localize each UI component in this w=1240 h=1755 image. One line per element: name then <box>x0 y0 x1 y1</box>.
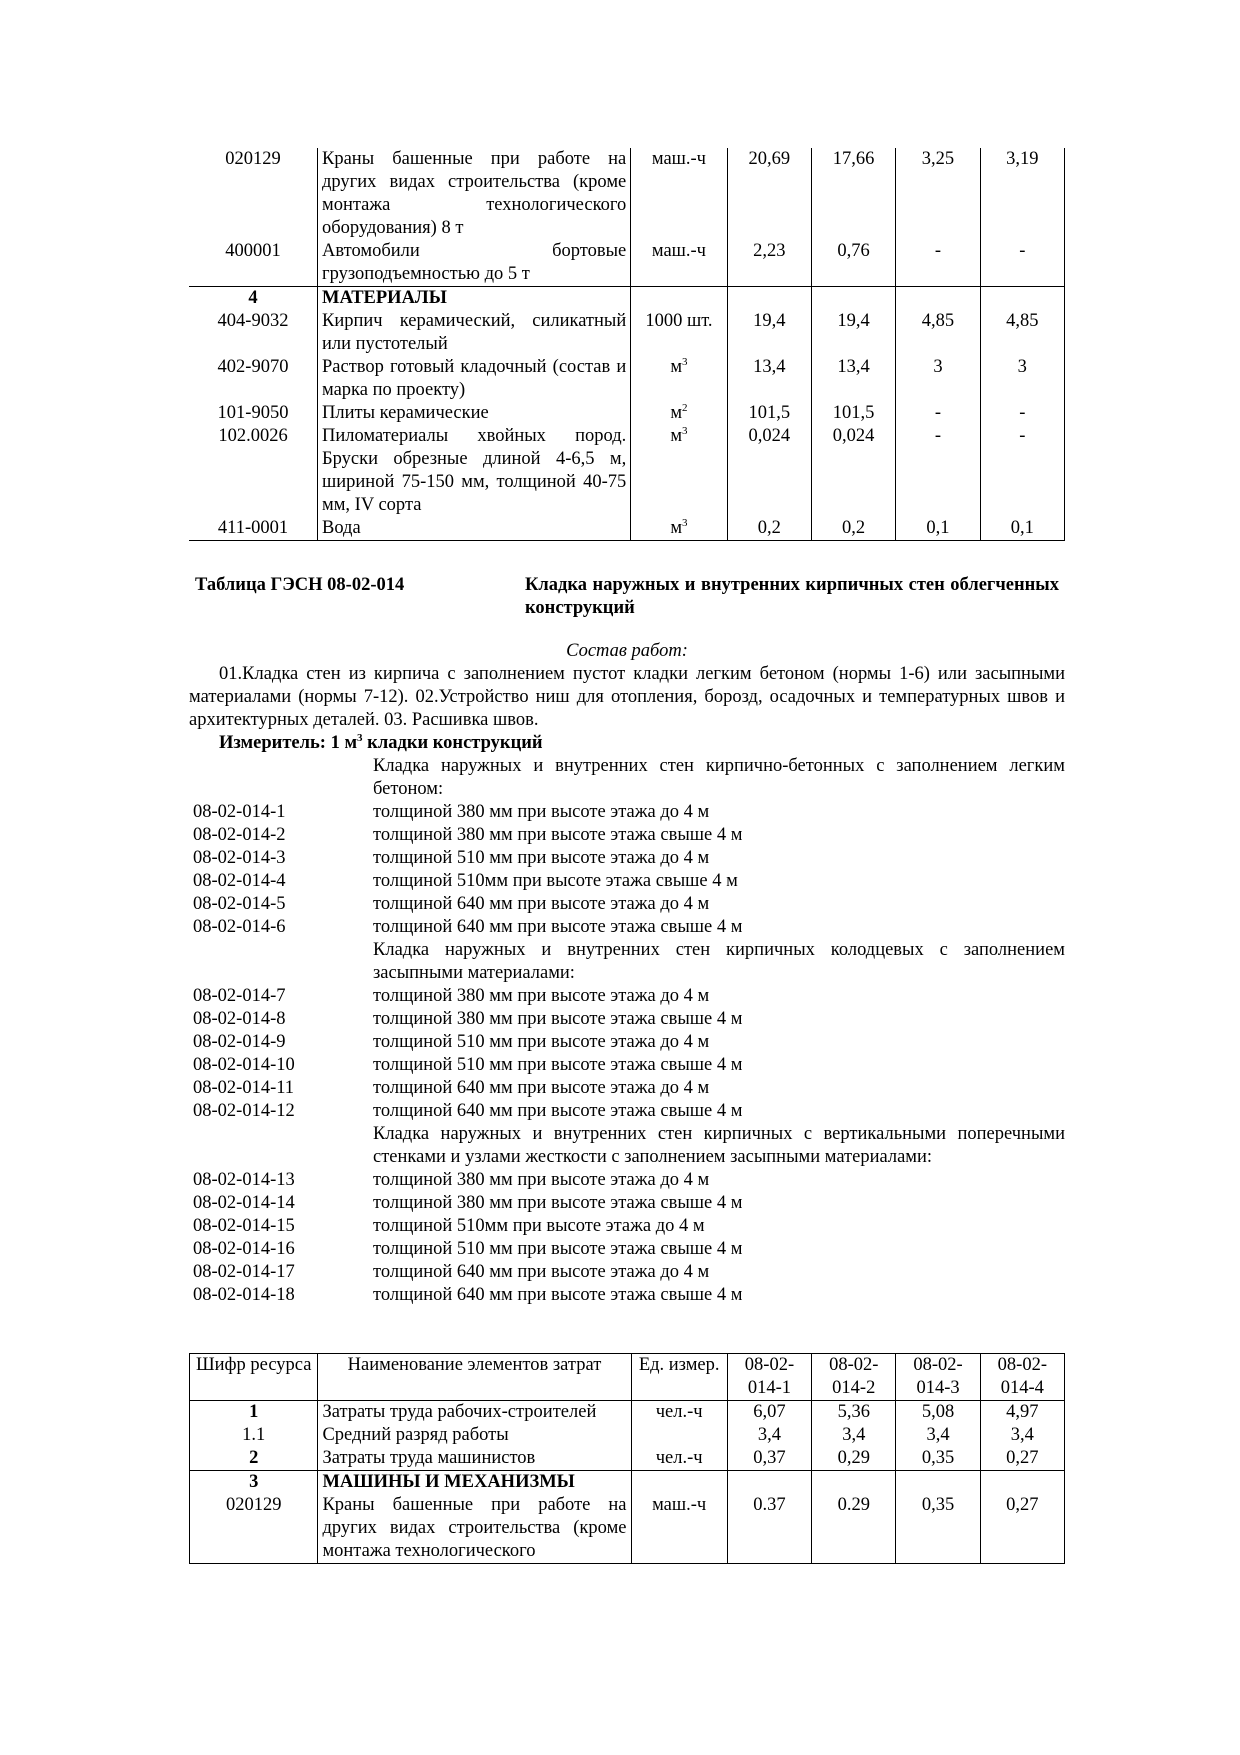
value-cell: 6,07 <box>727 1401 811 1425</box>
list-item <box>189 1077 1065 1100</box>
norm-code: 08-02-014-9 <box>193 1032 286 1052</box>
norm-code: 08-02-014-8 <box>193 1009 286 1029</box>
norm-text: толщиной 510 мм при высоте этажа до 4 м <box>373 1032 710 1052</box>
value-cell: 3 <box>980 356 1064 402</box>
list-item <box>189 847 1065 870</box>
value-cell: - <box>896 240 980 287</box>
value-cell: 0,1 <box>980 517 1064 541</box>
list-item <box>189 1169 1065 1192</box>
resource-name: Краны башенные при работе на других видах строительства (кроме монтажа технологического оборудования) 8 т <box>318 148 631 240</box>
norm-text: толщиной 640 мм при высоте этажа свыше 4 м <box>373 1285 743 1305</box>
norm-text: толщиной 380 мм при высоте этажа свыше 4 м <box>373 1193 743 1213</box>
resource-name: Вода <box>318 517 631 541</box>
value-cell: 5,36 <box>812 1401 896 1425</box>
section-code: 3 <box>190 1471 318 1495</box>
section-title: МАТЕРИАЛЫ <box>318 287 631 311</box>
resource-code: 101-9050 <box>189 402 318 425</box>
value-cell: 3 <box>896 356 980 402</box>
value-cell: 4,97 <box>980 1401 1064 1425</box>
norm-text: толщиной 510мм при высоте этажа свыше 4 м <box>373 871 738 891</box>
resource-name: Кирпич керамический, силикатный или пустотелый <box>318 310 631 356</box>
norm-code: 08-02-014-7 <box>193 986 286 1006</box>
resource-name: Затраты труда рабочих-строителей <box>318 1401 631 1425</box>
resource-name: Плиты керамические <box>318 402 631 425</box>
list-item <box>189 1100 1065 1123</box>
list-item <box>189 1261 1065 1284</box>
list-item <box>189 985 1065 1008</box>
norm-text: толщиной 510мм при высоте этажа до 4 м <box>373 1216 705 1236</box>
section-title: МАШИНЫ И МЕХАНИЗМЫ <box>318 1471 631 1495</box>
table-row <box>189 148 1065 240</box>
norm-group-title: Кладка наружных и внутренних стен кирпичных с вертикальными поперечными стенками и узлами жесткости с заполнением засыпными материалами: <box>373 1124 1065 1167</box>
list-item <box>189 893 1065 916</box>
work-composition-text: 01.Кладка стен из кирпича с заполнением пустот кладки легким бетоном (нормы 1-6) или засыпными материалами (нормы 7-12). 02.Устройство ниш для отопления, борозд, осадочных и температурных швов и архитектурных деталей. 03. Расшивка швов. <box>189 664 1065 730</box>
value-cell: 3,19 <box>980 148 1064 240</box>
norm-text: толщиной 510 мм при высоте этажа свыше 4 м <box>373 1239 743 1259</box>
norm-code: 08-02-014-10 <box>193 1055 295 1075</box>
value-cell: 3,4 <box>980 1424 1064 1447</box>
value-cell: 19,4 <box>811 310 895 356</box>
value-cell: 2,23 <box>727 240 811 287</box>
norm-text: толщиной 380 мм при высоте этажа до 4 м <box>373 802 710 822</box>
column-header: Шифр ресурса <box>190 1354 318 1401</box>
value-cell: 0,27 <box>980 1447 1064 1471</box>
list-item <box>189 1008 1065 1031</box>
norm-code: 08-02-014-1 <box>193 802 286 822</box>
value-cell: 3,4 <box>727 1424 811 1447</box>
table-row <box>190 1401 1065 1425</box>
value-cell: 0,35 <box>896 1494 980 1564</box>
resource-code: 402-9070 <box>189 356 318 402</box>
norms-list <box>189 755 1065 1307</box>
resource-unit: маш.-ч <box>631 1494 727 1564</box>
norm-text: толщиной 380 мм при высоте этажа свыше 4 м <box>373 1009 743 1029</box>
value-cell: 0,35 <box>896 1447 980 1471</box>
work-composition-title: Состав работ: <box>566 641 688 661</box>
value-cell: 4,85 <box>896 310 980 356</box>
resource-code: 020129 <box>190 1494 318 1564</box>
norm-text: толщиной 640 мм при высоте этажа до 4 м <box>373 1262 710 1282</box>
norm-text: толщиной 640 мм при высоте этажа свыше 4 м <box>373 917 743 937</box>
list-item <box>189 916 1065 939</box>
list-item <box>189 824 1065 847</box>
norm-code: 08-02-014-3 <box>193 848 286 868</box>
resource-code: 020129 <box>189 148 318 240</box>
norm-code: 08-02-014-5 <box>193 894 286 914</box>
table-row <box>190 1424 1065 1447</box>
list-item <box>189 1215 1065 1238</box>
table-row <box>189 310 1065 356</box>
norm-code: 08-02-014-13 <box>193 1170 295 1190</box>
value-cell: - <box>980 240 1064 287</box>
norm-text: толщиной 510 мм при высоте этажа свыше 4 м <box>373 1055 743 1075</box>
resource-unit: $м^3$ <box>631 356 727 402</box>
list-item <box>189 1284 1065 1307</box>
value-cell: 0,27 <box>980 1494 1064 1564</box>
list-item <box>189 1031 1065 1054</box>
value-cell: 0,29 <box>812 1447 896 1471</box>
resource-name: Краны башенные при работе на других видах строительства (кроме монтажа технологического <box>318 1494 631 1564</box>
value-cell: - <box>896 402 980 425</box>
value-cell: 4,85 <box>980 310 1064 356</box>
resource-code: 404-9032 <box>189 310 318 356</box>
resource-unit: маш.-ч <box>631 240 727 287</box>
value-cell: 0,37 <box>727 1447 811 1471</box>
resource-unit: чел.-ч <box>631 1401 727 1425</box>
value-cell: - <box>896 425 980 517</box>
table-row <box>189 240 1065 287</box>
resource-name: Автомобили бортовые грузоподъемностью до 5 т <box>318 240 631 287</box>
norm-code: 08-02-014-6 <box>193 917 286 937</box>
table-title: Кладка наружных и внутренних кирпичных стен облегченных конструкций <box>525 575 1059 618</box>
resource-table <box>189 1353 1065 1564</box>
norm-code: 08-02-014-2 <box>193 825 286 845</box>
table-row <box>190 1447 1065 1471</box>
norm-text: толщиной 640 мм при высоте этажа до 4 м <box>373 894 710 914</box>
norm-text: толщиной 640 мм при высоте этажа свыше 4 м <box>373 1101 743 1121</box>
resource-table-continued <box>189 148 1065 541</box>
column-header: 08-02-014-2 <box>812 1354 896 1401</box>
value-cell: 0,2 <box>811 517 895 541</box>
norm-code: 08-02-014-14 <box>193 1193 295 1213</box>
value-cell: 0.29 <box>812 1494 896 1564</box>
value-cell: 20,69 <box>727 148 811 240</box>
resource-unit: $м^2$ <box>631 402 727 425</box>
resource-code: 411-0001 <box>189 517 318 541</box>
table-row <box>189 517 1065 541</box>
list-item <box>189 801 1065 824</box>
section-code: 4 <box>189 287 318 311</box>
value-cell: 17,66 <box>811 148 895 240</box>
section-row <box>190 1471 1065 1495</box>
resource-code: 400001 <box>189 240 318 287</box>
list-item <box>189 1238 1065 1261</box>
value-cell: - <box>980 425 1064 517</box>
norm-text: толщиной 640 мм при высоте этажа до 4 м <box>373 1078 710 1098</box>
list-item <box>189 870 1065 893</box>
resource-name: Раствор готовый кладочный (состав и марка по проекту) <box>318 356 631 402</box>
table-row <box>189 356 1065 402</box>
column-header: 08-02-014-3 <box>896 1354 980 1401</box>
norm-code: 08-02-014-4 <box>193 871 286 891</box>
value-cell: 3,4 <box>812 1424 896 1447</box>
resource-code: 2 <box>190 1447 318 1471</box>
value-cell: 3,4 <box>896 1424 980 1447</box>
resource-name: Пиломатериалы хвойных пород. Бруски обрезные длиной 4-6,5 м, шириной 75-150 мм, толщиной 40-75 мм, IV сорта <box>318 425 631 517</box>
norm-text: толщиной 380 мм при высоте этажа свыше 4 м <box>373 825 743 845</box>
value-cell: 0,2 <box>727 517 811 541</box>
norm-code: 08-02-014-12 <box>193 1101 295 1121</box>
resource-unit: чел.-ч <box>631 1447 727 1471</box>
column-header: Наименование элементов затрат <box>318 1354 631 1401</box>
norm-text: толщиной 380 мм при высоте этажа до 4 м <box>373 986 710 1006</box>
table-row <box>190 1494 1065 1564</box>
norm-code: 08-02-014-11 <box>193 1078 295 1098</box>
resource-unit: маш.-ч <box>631 148 727 240</box>
list-item <box>189 1192 1065 1215</box>
norm-code: 08-02-014-18 <box>193 1285 295 1305</box>
resource-unit: $м^3$ <box>631 517 727 541</box>
norm-text: толщиной 510 мм при высоте этажа до 4 м <box>373 848 710 868</box>
norm-group-title: Кладка наружных и внутренних стен кирпично-бетонных с заполнением легким бетоном: <box>373 756 1065 799</box>
table-row <box>189 402 1065 425</box>
table-row <box>189 425 1065 517</box>
column-header: 08-02-014-1 <box>727 1354 811 1401</box>
resource-name: Средний разряд работы <box>318 1424 631 1447</box>
norm-text: толщиной 380 мм при высоте этажа до 4 м <box>373 1170 710 1190</box>
norm-code: 08-02-014-15 <box>193 1216 295 1236</box>
column-header: Ед. измер. <box>631 1354 727 1401</box>
resource-unit <box>631 1424 727 1447</box>
column-header: 08-02-014-4 <box>980 1354 1064 1401</box>
resource-name: Затраты труда машинистов <box>318 1447 631 1471</box>
norm-group-title: Кладка наружных и внутренних стен кирпичных колодцевых с заполнением засыпными материалами: <box>373 940 1065 983</box>
value-cell: 0,1 <box>896 517 980 541</box>
resource-code: 1 <box>190 1401 318 1425</box>
section-row <box>189 287 1065 311</box>
value-cell: - <box>980 402 1064 425</box>
value-cell: 0,024 <box>727 425 811 517</box>
value-cell: 0.37 <box>727 1494 811 1564</box>
resource-code: 1.1 <box>190 1424 318 1447</box>
table-header-row <box>190 1354 1065 1401</box>
value-cell: 0,76 <box>811 240 895 287</box>
table-number: Таблица ГЭСН 08-02-014 <box>195 575 405 595</box>
resource-unit: $м^3$ <box>631 425 727 517</box>
value-cell: 19,4 <box>727 310 811 356</box>
value-cell: 0,024 <box>811 425 895 517</box>
value-cell: 13,4 <box>727 356 811 402</box>
list-item <box>189 1054 1065 1077</box>
value-cell: 13,4 <box>811 356 895 402</box>
value-cell: 101,5 <box>811 402 895 425</box>
value-cell: 3,25 <box>896 148 980 240</box>
norm-code: 08-02-014-17 <box>193 1262 295 1282</box>
resource-code: 102.0026 <box>189 425 318 517</box>
measure-unit: Измеритель: 1 $м^3$ кладки конструкций <box>219 731 543 753</box>
value-cell: 101,5 <box>727 402 811 425</box>
resource-unit: 1000 шт. <box>631 310 727 356</box>
norm-code: 08-02-014-16 <box>193 1239 295 1259</box>
value-cell: 5,08 <box>896 1401 980 1425</box>
